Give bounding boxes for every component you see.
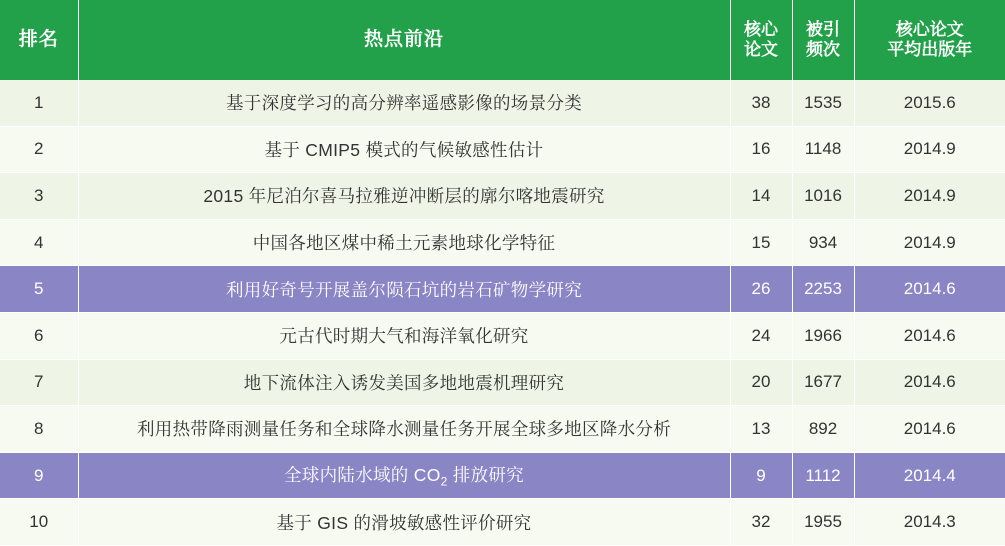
cell-topic: 利用热带降雨测量任务和全球降水测量任务开展全球多地区降水分析 — [78, 406, 730, 453]
cell-avg-year: 2014.4 — [854, 452, 1005, 499]
table-row — [0, 126, 1005, 173]
cell-topic: 元古代时期大气和海洋氧化研究 — [78, 312, 730, 359]
cell-rank: 9 — [0, 452, 78, 499]
cell-rank: 8 — [0, 406, 78, 453]
cell-citations: 892 — [792, 406, 854, 453]
cell-rank: 2 — [0, 126, 78, 173]
cell-rank: 10 — [0, 499, 78, 546]
cell-topic: 地下流体注入诱发美国多地地震机理研究 — [78, 359, 730, 406]
table-row — [0, 499, 1005, 546]
cell-avg-year: 2014.9 — [854, 219, 1005, 266]
cell-avg-year: 2014.6 — [854, 266, 1005, 313]
cell-avg-year: 2014.3 — [854, 499, 1005, 546]
table-row — [0, 312, 1005, 359]
cell-core-papers: 38 — [730, 80, 792, 126]
column-header-core-papers-line2: 论文 — [744, 40, 778, 59]
table-row — [0, 406, 1005, 453]
cell-citations: 1677 — [792, 359, 854, 406]
cell-citations: 1535 — [792, 80, 854, 126]
cell-topic: 基于深度学习的高分辨率遥感影像的场景分类 — [78, 80, 730, 126]
cell-rank: 4 — [0, 219, 78, 266]
column-header-citations-line1: 被引 — [806, 19, 840, 39]
cell-topic: 基于 CMIP5 模式的气候敏感性估计 — [78, 126, 730, 173]
cell-avg-year: 2014.6 — [854, 406, 1005, 453]
cell-core-papers: 14 — [730, 173, 792, 220]
cell-citations: 1148 — [792, 126, 854, 173]
cell-citations: 1112 — [792, 452, 854, 499]
cell-citations: 1016 — [792, 173, 854, 220]
cell-core-papers: 20 — [730, 359, 792, 406]
cell-topic: 基于 GIS 的滑坡敏感性评价研究 — [78, 499, 730, 546]
column-header-avg-year-line1: 核心论文 — [895, 19, 964, 39]
table-row — [0, 80, 1005, 126]
cell-rank: 1 — [0, 80, 78, 126]
cell-citations: 1966 — [792, 312, 854, 359]
cell-core-papers: 24 — [730, 312, 792, 359]
column-header-topic: 热点前沿 — [78, 0, 730, 80]
table-body — [0, 80, 1005, 545]
cell-rank: 5 — [0, 266, 78, 313]
cell-citations: 934 — [792, 219, 854, 266]
cell-core-papers: 15 — [730, 219, 792, 266]
cell-topic: 中国各地区煤中稀土元素地球化学特征 — [78, 219, 730, 266]
table-row — [0, 266, 1005, 313]
cell-citations: 2253 — [792, 266, 854, 313]
table-row — [0, 359, 1005, 406]
cell-topic: 全球内陆水域的 $CO_2$ 排放研究 — [78, 452, 730, 499]
subscript: 2 — [440, 474, 448, 489]
cell-core-papers: 13 — [730, 406, 792, 453]
cell-rank: 3 — [0, 173, 78, 220]
cell-citations: 1955 — [792, 499, 854, 546]
table-row — [0, 219, 1005, 266]
cell-core-papers: 32 — [730, 499, 792, 546]
cell-avg-year: 2014.6 — [854, 312, 1005, 359]
cell-core-papers: 26 — [730, 266, 792, 313]
column-header-citations — [792, 0, 854, 80]
cell-avg-year: 2014.6 — [854, 359, 1005, 406]
column-header-avg-year — [854, 0, 1005, 80]
table-row — [0, 173, 1005, 220]
column-header-core-papers-line1: 核心 — [744, 19, 778, 39]
cell-avg-year: 2014.9 — [854, 126, 1005, 173]
column-header-avg-year-line2: 平均出版年 — [887, 40, 973, 59]
column-header-citations-line2: 频次 — [806, 40, 840, 59]
table-row — [0, 452, 1005, 499]
cell-avg-year: 2015.6 — [854, 80, 1005, 126]
cell-rank: 6 — [0, 312, 78, 359]
cell-core-papers: 9 — [730, 452, 792, 499]
cell-rank: 7 — [0, 359, 78, 406]
cell-topic: 利用好奇号开展盖尔陨石坑的岩石矿物学研究 — [78, 266, 730, 313]
column-header-rank: 排名 — [0, 0, 78, 80]
cell-core-papers: 16 — [730, 126, 792, 173]
cell-avg-year: 2014.9 — [854, 173, 1005, 220]
cell-topic: 2015 年尼泊尔喜马拉雅逆冲断层的廓尔喀地震研究 — [78, 173, 730, 220]
table-header — [0, 0, 1005, 80]
header-row — [0, 0, 1005, 80]
column-header-core-papers — [730, 0, 792, 80]
